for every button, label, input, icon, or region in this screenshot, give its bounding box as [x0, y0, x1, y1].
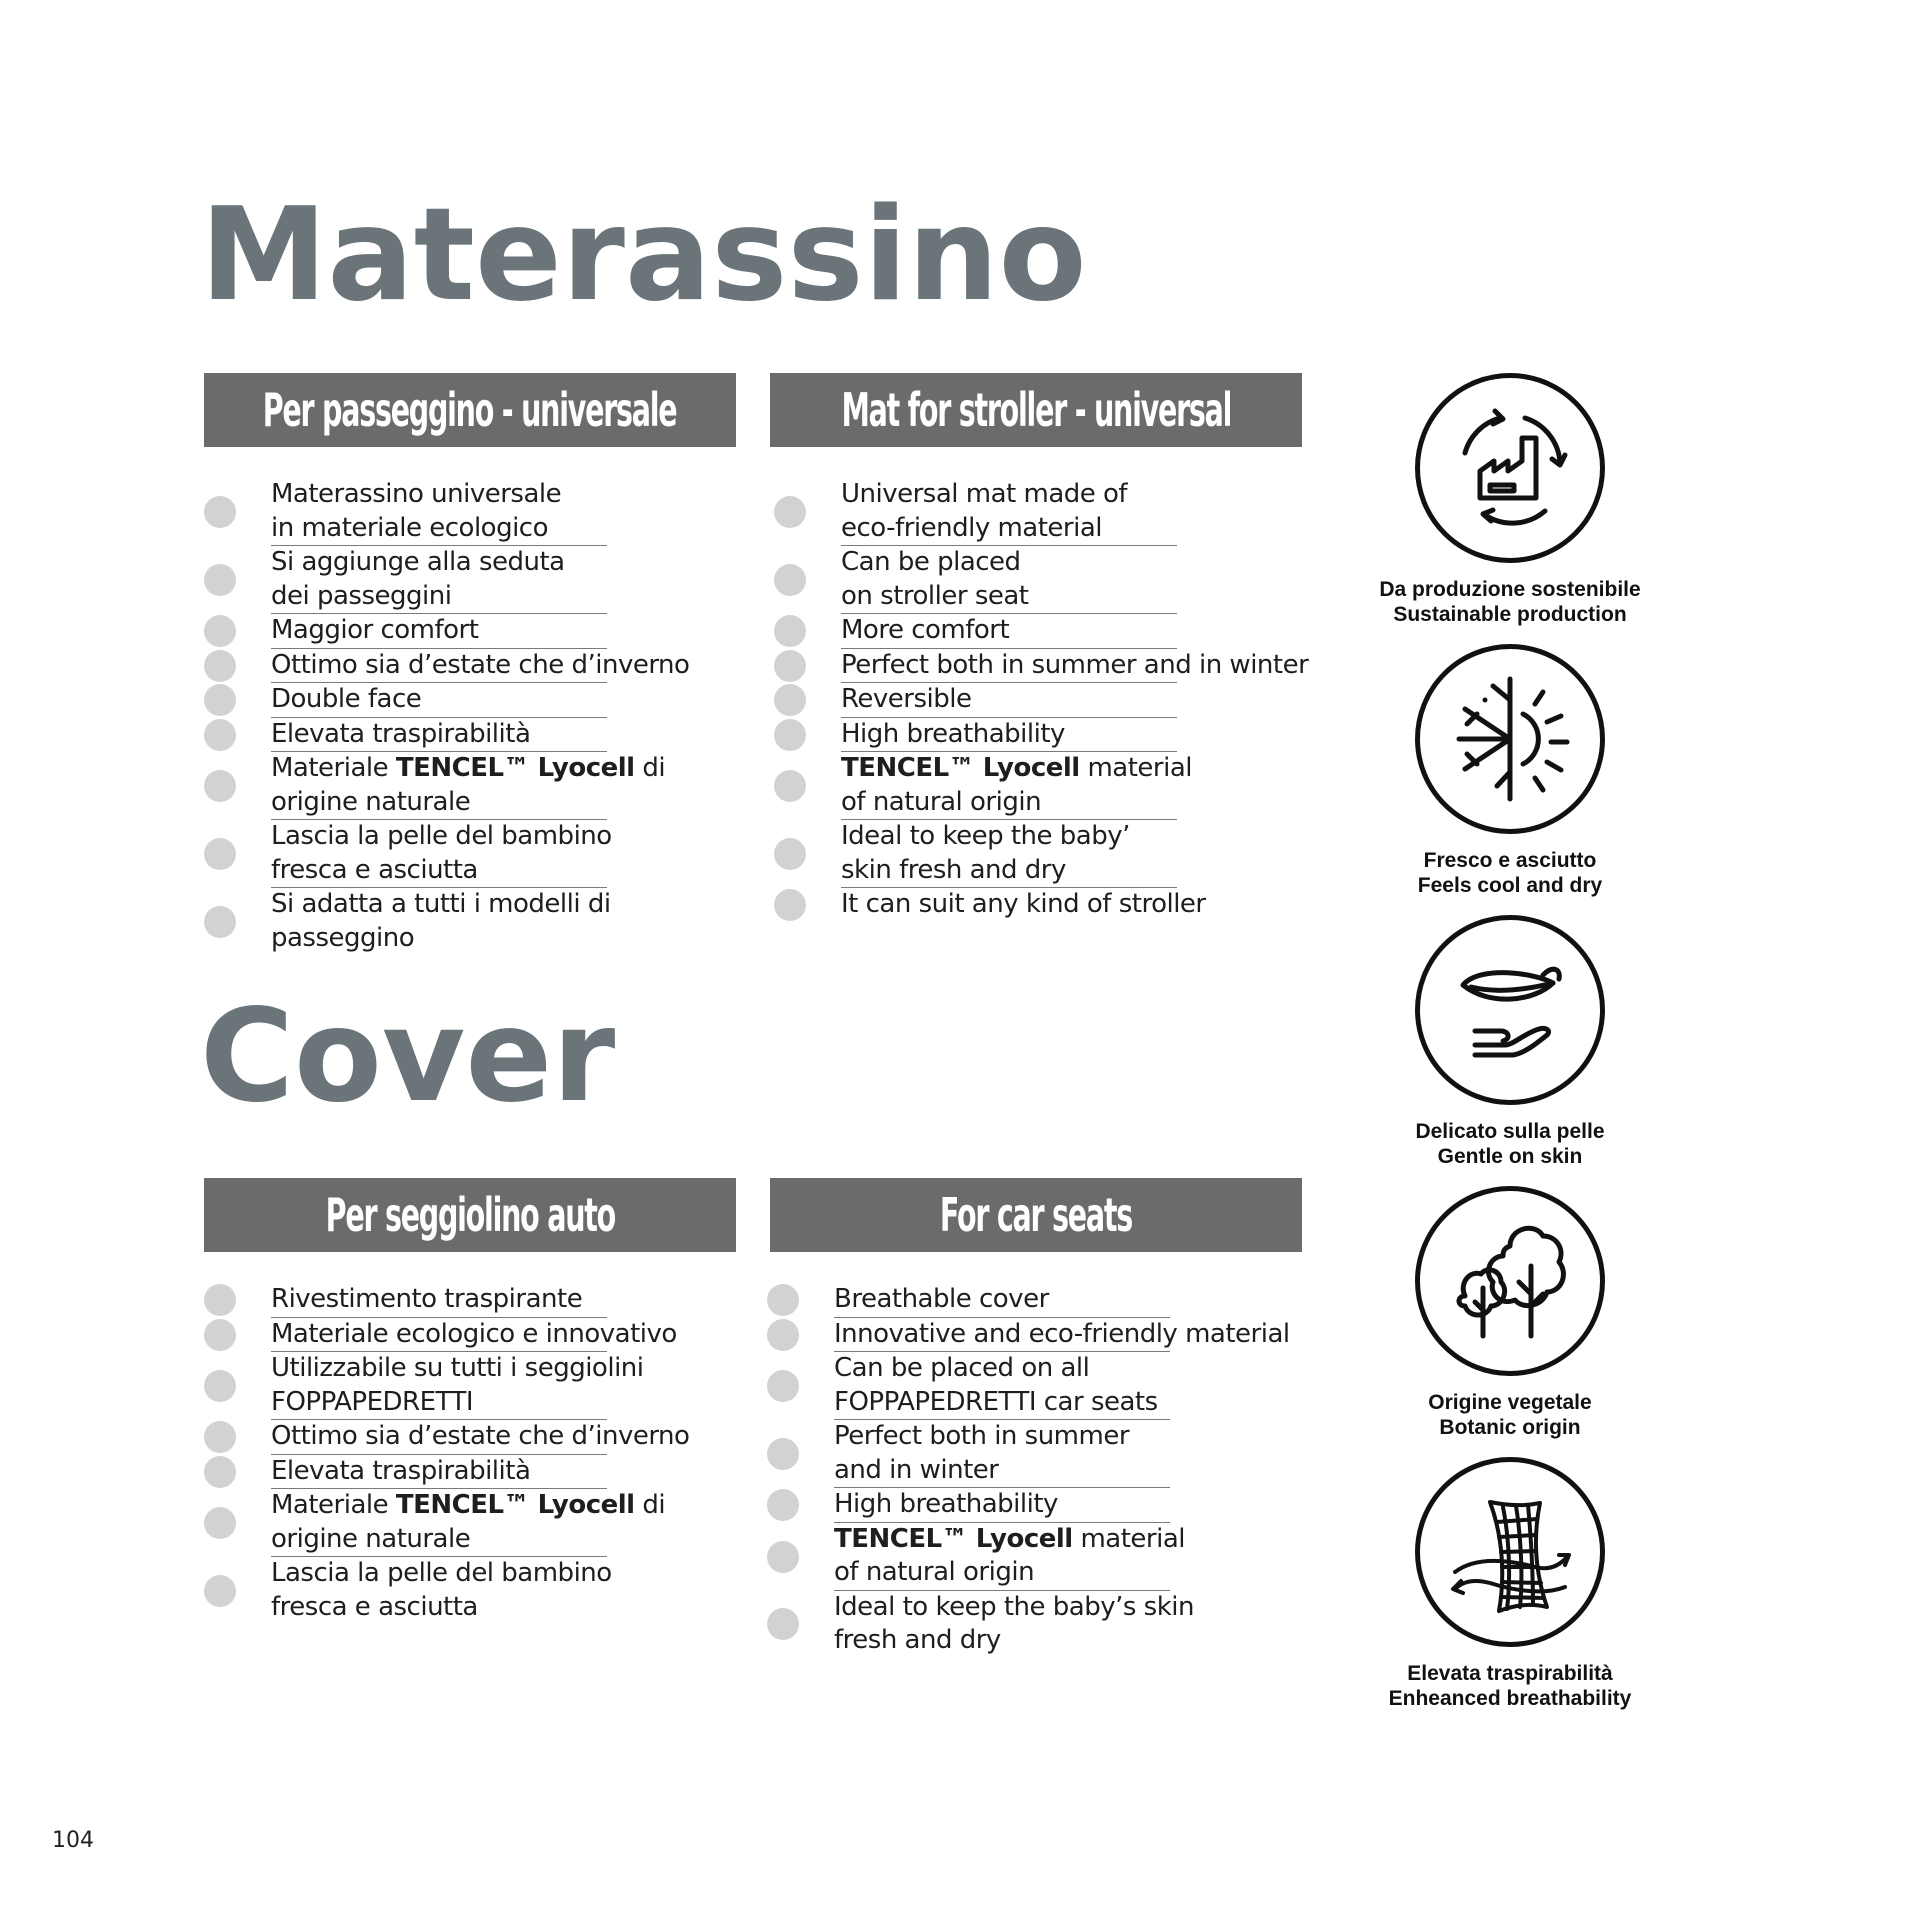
- factory-recycle-icon: [1415, 373, 1605, 563]
- icon-caption-it: Delicato sulla pelle: [1415, 1120, 1605, 1143]
- bullet-dot-icon: [774, 719, 806, 751]
- mat-english-header: Mat for stroller - universal: [770, 373, 1302, 447]
- list-item-text: High breathability: [834, 1488, 1170, 1523]
- icon-caption-en: Botanic origin: [1439, 1416, 1581, 1439]
- list-item: [204, 752, 665, 820]
- list-item: [774, 546, 1206, 614]
- icon-block-breathability: [1370, 1457, 1650, 1711]
- bullet-dot-icon: [204, 1370, 236, 1402]
- list-item: [774, 614, 1206, 649]
- cover-italian-header: Per seggiolino auto: [204, 1178, 736, 1252]
- bullet-dot-icon: [767, 1489, 799, 1521]
- list-item-text: passeggino: [271, 922, 415, 953]
- bullet-dot-icon: [204, 838, 236, 870]
- list-item: [767, 1591, 1194, 1658]
- list-item-text: Ottimo sia d’estate che d’inverno: [271, 1420, 607, 1455]
- list-item-text: origine naturale: [271, 1523, 607, 1558]
- icon-caption-en: Feels cool and dry: [1417, 874, 1603, 897]
- list-item-text: fresh and dry: [834, 1625, 1001, 1655]
- list-item: [204, 478, 665, 546]
- list-item: [204, 683, 665, 718]
- list-item-text: of natural origin: [841, 786, 1177, 821]
- page-number: 104: [52, 1828, 94, 1853]
- list-item-text: Elevata traspirabilità: [271, 1455, 607, 1490]
- list-item: [767, 1318, 1290, 1353]
- bullet-dot-icon: [767, 1319, 799, 1351]
- list-item-text: Breathable cover: [834, 1283, 1170, 1318]
- bullet-dot-icon: [767, 1284, 799, 1316]
- list-item-text: Materiale TENCEL™ Lyocell di: [271, 1490, 666, 1520]
- list-item-text: dei passeggini: [271, 580, 607, 615]
- list-item-text: fresca e asciutta: [271, 854, 607, 889]
- list-item-text: Materiale ecologico e innovativo: [271, 1318, 607, 1353]
- list-item-text: Si aggiunge alla seduta: [271, 547, 565, 577]
- bullet-dot-icon: [204, 1284, 236, 1316]
- bullet-dot-icon: [204, 719, 236, 751]
- list-item-text: Materassino universale: [271, 479, 562, 509]
- bullet-dot-icon: [204, 650, 236, 682]
- bullet-dot-icon: [204, 1421, 236, 1453]
- list-item-text: More comfort: [841, 614, 1177, 649]
- list-item: [774, 478, 1206, 546]
- list-item: [774, 820, 1206, 888]
- list-item: [767, 1420, 1194, 1488]
- list-item: [767, 1283, 1194, 1318]
- list-item-text: FOPPAPEDRETTI: [271, 1386, 607, 1421]
- icon-block-gentle: [1370, 915, 1650, 1169]
- icon-caption-en: Gentle on skin: [1437, 1145, 1583, 1168]
- list-item-text: and in winter: [834, 1454, 1170, 1489]
- list-item-text: Universal mat made of: [841, 479, 1128, 509]
- icon-caption-en: Sustainable production: [1393, 603, 1627, 626]
- list-item: [774, 683, 1206, 718]
- icon-caption-it: Da produzione sostenibile: [1379, 578, 1641, 601]
- snowflake-sun-icon: [1415, 644, 1605, 834]
- list-item-text: Can be placed on all: [834, 1353, 1090, 1383]
- icon-caption-it: Elevata traspirabilità: [1407, 1662, 1613, 1685]
- list-item-text: on stroller seat: [841, 580, 1177, 615]
- list-item-text: in materiale ecologico: [271, 512, 607, 547]
- list-item: [204, 649, 690, 684]
- cover-title: Cover: [200, 982, 616, 1131]
- icon-caption-en: Enheanced breathability: [1388, 1687, 1632, 1710]
- materassino-title: Materassino: [200, 181, 1087, 330]
- list-item-text: of natural origin: [834, 1556, 1170, 1591]
- list-item: [774, 752, 1206, 820]
- bullet-dot-icon: [204, 906, 236, 938]
- list-item-text: High breathability: [841, 718, 1177, 753]
- list-item-text: fresca e asciutta: [271, 1591, 478, 1622]
- trees-icon: [1415, 1186, 1605, 1376]
- bullet-dot-icon: [774, 889, 806, 921]
- list-item-text: Rivestimento traspirante: [271, 1283, 607, 1318]
- list-item: [204, 718, 665, 753]
- bullet-dot-icon: [204, 1319, 236, 1351]
- icon-block-botanic: [1370, 1186, 1650, 1440]
- mat-english-list: [774, 478, 1309, 922]
- list-item-text: Innovative and eco-friendly material: [834, 1318, 1170, 1353]
- list-item-text: It can suit any kind of stroller: [841, 889, 1206, 919]
- bullet-dot-icon: [774, 564, 806, 596]
- list-item-text: Perfect both in summer and in winter: [841, 649, 1177, 684]
- bullet-dot-icon: [204, 615, 236, 647]
- list-item-text: Perfect both in summer: [834, 1421, 1130, 1451]
- bullet-dot-icon: [767, 1608, 799, 1640]
- icon-caption-it: Fresco e asciutto: [1423, 849, 1597, 872]
- list-item-text: eco-friendly material: [841, 512, 1177, 547]
- list-item: [767, 1488, 1194, 1523]
- icon-caption-it: Origine vegetale: [1428, 1391, 1592, 1414]
- feather-hand-icon: [1415, 915, 1605, 1105]
- list-item: [204, 1455, 665, 1490]
- bullet-dot-icon: [204, 564, 236, 596]
- icon-block-cool-dry: [1370, 644, 1650, 898]
- list-item: [204, 888, 665, 955]
- bullet-dot-icon: [204, 684, 236, 716]
- mat-italian-list: [204, 478, 690, 955]
- bullet-dot-icon: [767, 1370, 799, 1402]
- list-item-text: Double face: [271, 683, 607, 718]
- list-item-text: Lascia la pelle del bambino: [271, 821, 612, 851]
- list-item: [204, 1489, 665, 1557]
- list-item: [204, 820, 665, 888]
- list-item: [204, 1420, 690, 1455]
- list-item-text: Ideal to keep the baby’: [841, 821, 1130, 851]
- list-item-text: TENCEL™ Lyocell material: [841, 753, 1192, 783]
- bullet-dot-icon: [204, 1507, 236, 1539]
- list-item-text: Elevata traspirabilità: [271, 718, 607, 753]
- list-item-text: Maggior comfort: [271, 614, 607, 649]
- list-item-text: FOPPAPEDRETTI car seats: [834, 1386, 1170, 1421]
- icon-block-sustainable: [1370, 373, 1650, 627]
- list-item-text: TENCEL™ Lyocell material: [834, 1523, 1185, 1554]
- list-item: [767, 1352, 1194, 1420]
- bullet-dot-icon: [204, 496, 236, 528]
- list-item: [774, 718, 1206, 753]
- list-item-text: Ottimo sia d’estate che d’inverno: [271, 649, 607, 684]
- bullet-dot-icon: [204, 770, 236, 802]
- list-item: [774, 649, 1309, 684]
- list-item: [204, 1318, 677, 1353]
- bullet-dot-icon: [774, 838, 806, 870]
- bullet-dot-icon: [767, 1438, 799, 1470]
- list-item: [204, 614, 665, 649]
- bullet-dot-icon: [774, 650, 806, 682]
- bullet-dot-icon: [774, 496, 806, 528]
- list-item: [204, 1557, 665, 1624]
- list-item: [204, 546, 665, 614]
- list-item-text: Utilizzabile su tutti i seggiolini: [271, 1353, 644, 1383]
- list-item-text: Lascia la pelle del bambino: [271, 1558, 612, 1588]
- cover-english-header: For car seats: [770, 1178, 1302, 1252]
- list-item-text: Ideal to keep the baby’s skin: [834, 1591, 1194, 1622]
- list-item-text: Materiale TENCEL™ Lyocell di: [271, 753, 666, 783]
- list-item-text: Can be placed: [841, 547, 1021, 577]
- list-item: [204, 1283, 665, 1318]
- cover-italian-list: [204, 1283, 690, 1624]
- mesh-airflow-icon: [1415, 1457, 1605, 1647]
- bullet-dot-icon: [204, 1575, 236, 1607]
- list-item: [774, 888, 1206, 922]
- bullet-dot-icon: [767, 1541, 799, 1573]
- list-item: [767, 1523, 1194, 1591]
- bullet-dot-icon: [774, 615, 806, 647]
- bullet-dot-icon: [204, 1456, 236, 1488]
- cover-english-list: [767, 1283, 1290, 1658]
- list-item-text: origine naturale: [271, 786, 607, 821]
- mat-italian-header: Per passeggino - universale: [204, 373, 736, 447]
- bullet-dot-icon: [774, 684, 806, 716]
- bullet-dot-icon: [774, 770, 806, 802]
- list-item-text: skin fresh and dry: [841, 854, 1177, 889]
- list-item: [204, 1352, 665, 1420]
- list-item-text: Reversible: [841, 683, 1177, 718]
- list-item-text: Si adatta a tutti i modelli di: [271, 889, 611, 919]
